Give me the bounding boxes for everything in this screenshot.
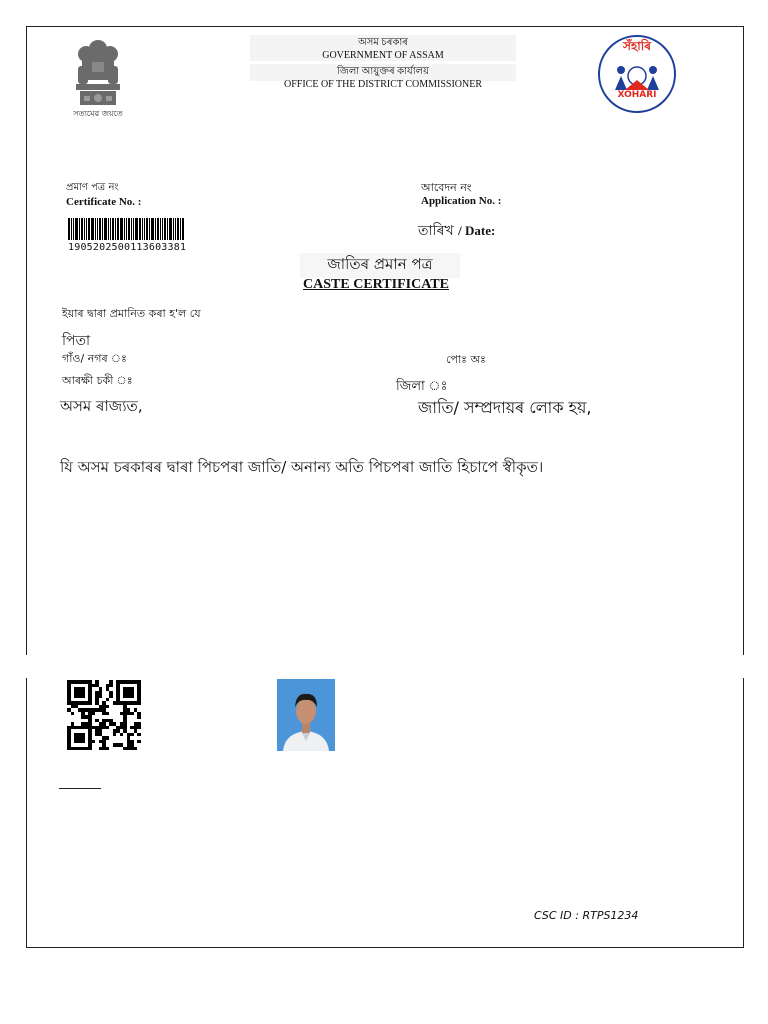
barcode-bar	[104, 218, 107, 240]
post-office-label: পোঃ অঃ	[446, 353, 486, 366]
app-no-label-as: আবেদন নং	[421, 181, 472, 194]
logo-title: সঁহাৰি	[623, 39, 651, 53]
cert-no-label-as: প্ৰমাণ পত্ৰ নং	[66, 182, 119, 193]
signature-line	[59, 788, 101, 789]
barcode-bar	[180, 218, 181, 240]
barcode-bar	[86, 218, 87, 240]
police-station-label: আৰক্ষী চকী ঃ	[62, 374, 133, 387]
barcode-bar	[102, 218, 103, 240]
barcode-bar	[88, 218, 90, 240]
logo-text: XOHARI	[617, 90, 657, 100]
barcode-bar	[133, 218, 134, 240]
barcode-bar	[68, 218, 70, 240]
barcode-bar	[135, 218, 138, 240]
barcode-bar	[162, 218, 163, 240]
barcode-bar	[164, 218, 166, 240]
header-office-en: OFFICE OF THE DISTRICT COMMISSIONER	[284, 79, 482, 90]
barcode-bar	[75, 218, 78, 240]
barcode-bar	[149, 218, 150, 240]
barcode-bar	[151, 218, 154, 240]
barcode-number: 1905202500113603381	[68, 242, 187, 253]
barcode-bar	[175, 218, 176, 240]
barcode-bar	[155, 218, 156, 240]
state-text: অসম ৰাজ্যত,	[60, 397, 143, 415]
emblem-motto: সত্যমেৱ জয়তে	[73, 109, 123, 118]
barcode-bar	[81, 218, 83, 240]
title-as: জাতিৰ প্ৰমান পত্ৰ	[300, 253, 460, 278]
barcode-bar	[139, 218, 141, 240]
barcode-bar	[79, 218, 80, 240]
barcode-bar	[71, 218, 72, 240]
header-govt-as: অসম চৰকাৰ	[250, 35, 516, 52]
barcode-bar	[117, 218, 119, 240]
qr-code	[67, 680, 141, 750]
father-label: পিতা	[62, 333, 91, 349]
barcode-bar	[126, 218, 127, 240]
qr-module	[137, 747, 141, 751]
barcode-bar	[112, 218, 114, 240]
barcode-bar	[144, 218, 145, 240]
barcode-bar	[115, 218, 116, 240]
barcode-bar	[73, 218, 74, 240]
title-en: CASTE CERTIFICATE	[303, 277, 449, 292]
header-govt-en: GOVERNMENT OF ASSAM	[250, 50, 516, 61]
intro-text: ইয়াৰ দ্বাৰা প্ৰমানিত কৰা হ'ল যে	[62, 307, 201, 320]
person-photo-icon	[277, 679, 335, 751]
barcode-bar	[169, 218, 172, 240]
date-label-as: তাৰিখ	[418, 223, 454, 239]
barcode-bar	[84, 218, 85, 240]
barcode-bar	[91, 218, 94, 240]
barcode-bar	[128, 218, 130, 240]
app-no-label-en: Application No. :	[421, 195, 502, 207]
barcode-bar	[157, 218, 159, 240]
barcode-bar	[167, 218, 168, 240]
cert-no-label-en: Certificate No. :	[66, 196, 142, 208]
barcode-bar	[173, 218, 174, 240]
village-label: গাঁও/ নগৰ ঃ	[62, 352, 127, 365]
barcode-bar	[124, 218, 125, 240]
date-label-en: / Date:	[458, 223, 496, 238]
barcode-bar	[95, 218, 96, 240]
barcode-bar	[108, 218, 109, 240]
applicant-photo	[277, 679, 335, 751]
csc-id: CSC ID : RTPS1234	[534, 909, 639, 922]
barcode-bar	[131, 218, 132, 240]
barcode-bar	[142, 218, 143, 240]
district-label: জিলা ঃ	[396, 379, 448, 394]
statement-text: যি অসম চৰকাৰৰ দ্বাৰা পিচপৰা জাতি/ অনান্য অতি পিচপৰা জাতি হিচাপে স্বীকৃত।	[60, 458, 544, 476]
barcode-bar	[160, 218, 161, 240]
barcode-bar	[97, 218, 98, 240]
national-emblem	[66, 38, 130, 122]
barcode-bar	[182, 218, 184, 240]
header-office-as: জিলা আয়ুক্তৰ কাৰ্যালয়	[250, 64, 516, 81]
barcode-bar	[110, 218, 111, 240]
barcode-bar	[120, 218, 123, 240]
barcode-bar	[177, 218, 179, 240]
certificate-barcode	[68, 218, 194, 240]
ashoka-lion-icon	[66, 38, 130, 110]
date-label	[418, 219, 495, 243]
xohari-logo	[597, 34, 677, 114]
barcode-bar	[99, 218, 101, 240]
caste-text: জাতি/ সম্প্ৰদায়ৰ লোক হয়,	[418, 398, 592, 417]
barcode-bar	[146, 218, 148, 240]
